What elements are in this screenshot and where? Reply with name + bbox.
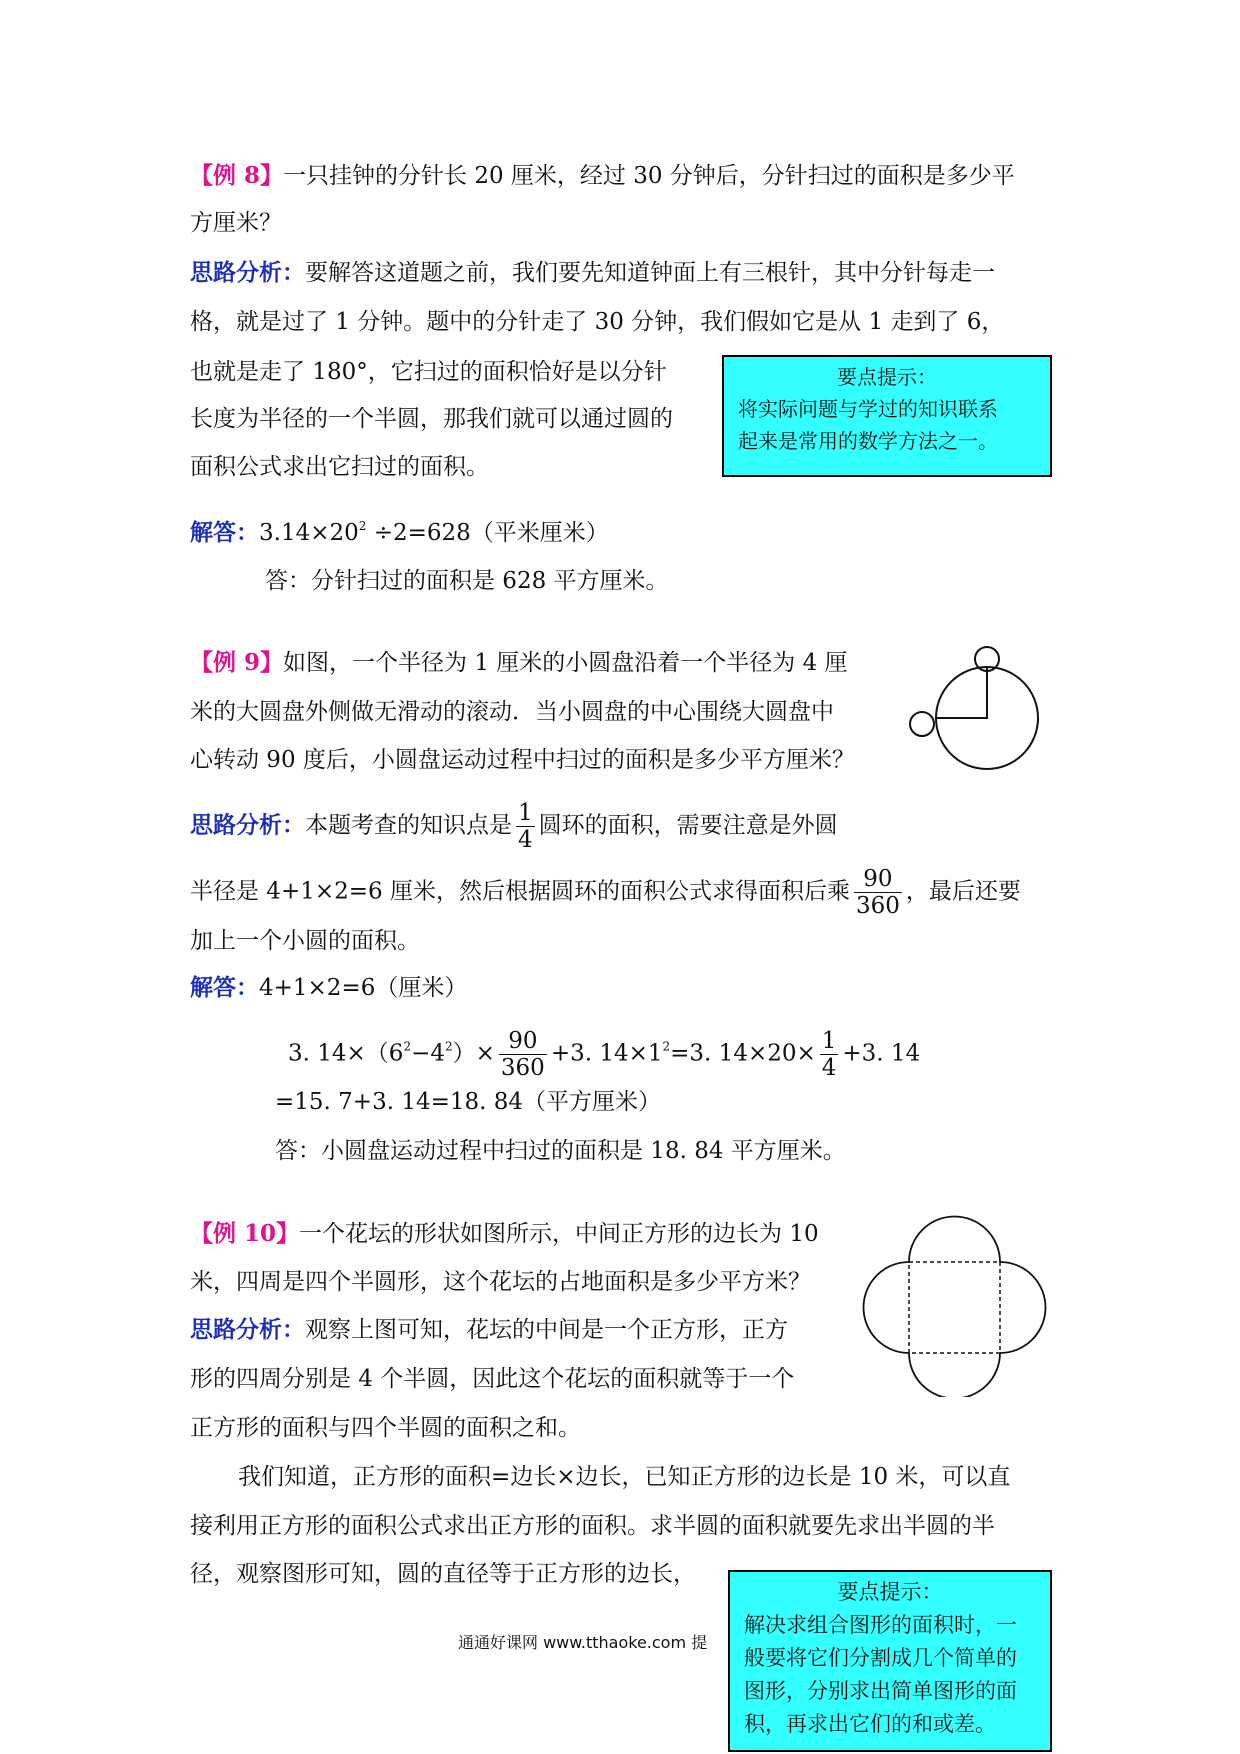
ex10-analysis-label: 思路分析： xyxy=(190,1316,305,1343)
ex10-paragraph-line3: 径，观察图形可知，圆的直径等于正方形的边长， xyxy=(190,1561,696,1587)
ex9-analysis-line1: 思路分析：本题考查的知识点是 $\frac{1}{4}$ 圆环的面积，需要注意是外圆 xyxy=(190,800,838,853)
ex9-analysis-line3: 加上一个小圆的面积。 xyxy=(190,928,420,954)
ex8-tip-line2: 起来是常用的数学方法之一。 xyxy=(738,429,998,453)
ex9-answer-line3: =15. 7+3. 14=18. 84（平方厘米） xyxy=(275,1089,662,1115)
ex8-analysis-line5: 面积公式求出它扫过的面积。 xyxy=(190,454,489,480)
ex9-final-answer: 答：小圆盘运动过程中扫过的面积是 18. 84 平方厘米。 xyxy=(275,1138,846,1164)
ex8-answer-label: 解答： xyxy=(190,519,259,546)
ex10-analysis-line1: 思路分析：观察上图可知，花坛的中间是一个正方形，正方 xyxy=(190,1316,788,1343)
ex9-rolling-circle-figure xyxy=(900,636,1050,776)
ex9-question-line1: 【例 9】如图，一个半径为 1 厘米的小圆盘沿着一个半径为 4 厘 xyxy=(190,649,848,676)
ex8-analysis-line3: 也就是走了 180°，它扫过的面积恰好是以分针 xyxy=(190,359,667,385)
page-footer: 通通好课网 www.tthaoke.com 提 xyxy=(458,1633,708,1652)
ex8-analysis-line4: 长度为半径的一个半圆，那我们就可以通过圆的 xyxy=(190,406,673,432)
ex10-flowerbed-figure xyxy=(862,1215,1047,1397)
ex9-question-line3: 心转动 90 度后，小圆盘运动过程中扫过的面积是多少平方厘米？ xyxy=(190,747,855,773)
ex10-tag: 【例 10】 xyxy=(190,1220,300,1247)
ex10-paragraph-line2: 接利用正方形的面积公式求出正方形的面积。求半圆的面积就要先求出半圆的半 xyxy=(190,1513,995,1539)
ex9-answer-label: 解答： xyxy=(190,974,259,1001)
ex10-question-line1: 【例 10】一个花坛的形状如图所示，中间正方形的边长为 10 xyxy=(190,1220,819,1247)
ex10-tip-box xyxy=(728,1570,1052,1752)
ex8-tip-title: 要点提示： xyxy=(837,365,937,389)
fraction-one-quarter-calc: $\frac{1}{4}$ xyxy=(821,1028,837,1081)
ex8-tip-line1: 将实际问题与学过的知识联系 xyxy=(738,397,998,421)
ex10-tip-line3: 图形，分别求出简单图形的面 xyxy=(744,1679,1017,1703)
fraction-90-over-360-calc: $\frac{90}{360}$ xyxy=(500,1028,545,1081)
ex10-analysis-line3: 正方形的面积与四个半圆的面积之和。 xyxy=(190,1415,581,1441)
ex8-answer-line: 解答：$3.14\times 20^2 \div 2=628$（平米厘米） xyxy=(190,519,609,546)
fraction-90-over-360: $\frac{90}{360}$ xyxy=(855,866,900,919)
ex10-bottom-semicircle xyxy=(909,1353,1000,1397)
ex9-tag: 【例 9】 xyxy=(190,649,284,676)
ex8-analysis-line1: 思路分析：要解答这道题之前，我们要先知道钟面上有三根针，其中分针每走一 xyxy=(190,259,995,286)
ex10-center-square xyxy=(909,1262,1000,1353)
ex8-analysis-label: 思路分析： xyxy=(190,259,305,286)
ex10-paragraph-line1: 我们知道，正方形的面积=边长×边长，已知正方形的边长是 10 米，可以直 xyxy=(238,1464,1011,1490)
ex8-analysis-line2: 格，就是过了 1 分钟。题中的分针走了 30 分钟，我们假如它是从 1 走到了 6， xyxy=(190,309,1005,335)
ex8-question-line1: 【例 8】一只挂钟的分针长 20 厘米，经过 30 分钟后，分针扫过的面积是多少平 xyxy=(190,162,1015,189)
ex9-answer-line1: 解答：4+1×2=6（厘米） xyxy=(190,974,468,1001)
ex10-tip-line2: 般要将它们分割成几个简单的 xyxy=(744,1646,1017,1670)
ex8-final-answer: 答：分针扫过的面积是 628 平方厘米。 xyxy=(265,568,669,594)
ex9-small-circle-left xyxy=(910,712,934,736)
ex10-tip-line1: 解决求组合图形的面积时，一 xyxy=(744,1613,1017,1637)
ex9-analysis-label: 思路分析： xyxy=(190,811,305,839)
ex10-tip-line4: 积，再求出它们的和或差。 xyxy=(744,1712,996,1736)
ex10-tip-title: 要点提示： xyxy=(837,1580,943,1604)
ex8-question-line2: 方厘米？ xyxy=(190,210,282,236)
ex8-tip-box xyxy=(722,355,1052,477)
ex9-analysis-line2: 半径是 4+1×2=6 厘米，然后根据圆环的面积公式求得面积后乘 $\frac{90}{360}$ ，最后还要 xyxy=(190,866,1021,919)
ex10-top-semicircle xyxy=(909,1217,1000,1263)
ex9-question-line2: 米的大圆盘外侧做无滑动的滚动．当小圆盘的中心围绕大圆盘中 xyxy=(190,699,834,725)
ex10-analysis-line2: 形的四周分别是 4 个半圆，因此这个花坛的面积就等于一个 xyxy=(190,1366,795,1392)
ex10-left-semicircle xyxy=(864,1262,910,1353)
ex10-question-line2: 米，四周是四个半圆形，这个花坛的占地面积是多少平方米？ xyxy=(190,1269,811,1295)
fraction-one-quarter: $\frac{1}{4}$ xyxy=(518,800,533,853)
ex10-right-semicircle xyxy=(1000,1262,1046,1353)
ex9-answer-line2: 3. $14\times(6^2-4^2)\times$ $\frac{90}{360}$ +3. $14\times 1^2=3$. 14×20× $\frac{1}{4}$ +3. 14 xyxy=(288,1028,921,1081)
ex8-tag: 【例 8】 xyxy=(190,162,284,189)
